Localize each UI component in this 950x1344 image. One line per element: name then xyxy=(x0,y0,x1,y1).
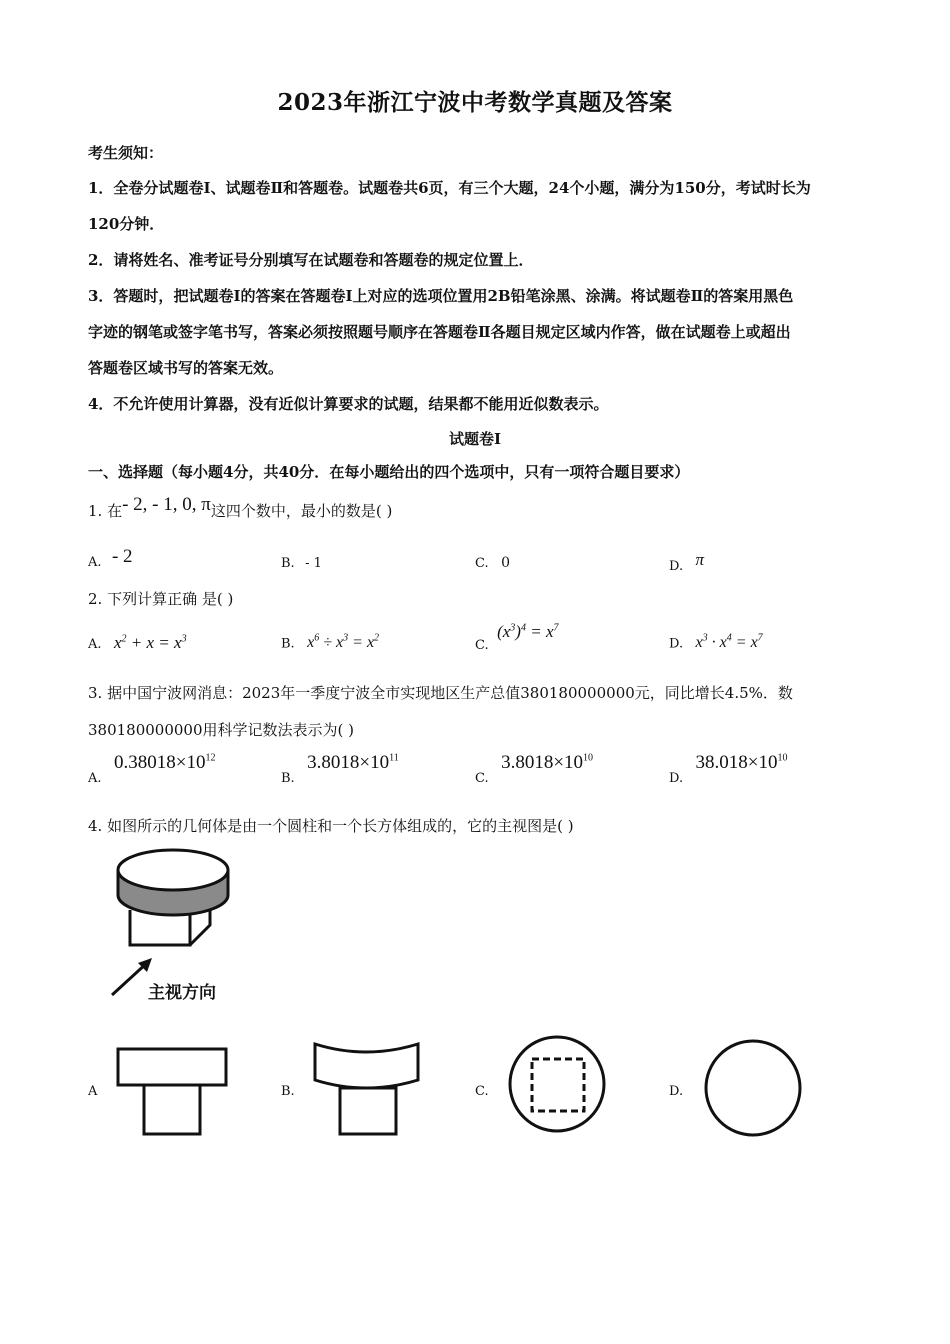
q3-option-a[interactable] xyxy=(88,752,216,786)
question-4: 4. 如图所示的几何体是由一个圆柱和一个长方体组成的，它的主视图是( ) xyxy=(88,817,574,835)
q4-option-a-letter[interactable]: A xyxy=(88,1084,98,1099)
q1-option-c-value: 0 xyxy=(501,555,510,571)
question-3-line-1: 3. 据中国宁波网消息：2023年一季度宁波全市实现地区生产总值380180000000元，同比增长4.5%．数 xyxy=(88,684,793,702)
q3-option-d-letter: D. xyxy=(669,771,684,786)
q2-option-c-expr: $(x^3)^4 = x^7$ xyxy=(497,622,559,641)
q1-prefix: 1. 在 xyxy=(88,502,123,520)
notice-item-3-line-3: 答题卷区域书写的答案无效。 xyxy=(88,359,284,377)
q4-option-b-letter[interactable]: B. xyxy=(281,1084,295,1099)
notice-item-1-line-1: 1．全卷分试题卷Ⅰ、试题卷Ⅱ和答题卷。试题卷共6页，有三个大题，24个小题，满分为150分，考试时长为 xyxy=(88,179,811,197)
q4-option-a-figure[interactable] xyxy=(114,1046,234,1138)
q1-option-c[interactable] xyxy=(475,555,510,571)
q1-numbers: - 2, - 1, 0, π xyxy=(122,494,211,515)
q4-option-b-figure[interactable] xyxy=(310,1038,430,1138)
notice-item-2: 2．请将姓名、准考证号分别填写在试题卷和答题卷的规定位置上． xyxy=(88,251,534,269)
q3-option-a-value: $0.38018\times 10^{12}$ xyxy=(113,752,216,773)
q2-option-d-letter: D. xyxy=(669,636,684,652)
q1-option-d-value: π xyxy=(695,550,705,569)
q2-option-b-expr: $x^6 \div x^3 = x^2$ xyxy=(307,633,380,652)
q1-option-a-letter: A. xyxy=(88,555,102,570)
q1-option-d[interactable] xyxy=(669,550,705,574)
q3-option-d[interactable] xyxy=(669,752,788,786)
q2-option-d-expr: $x^3 \cdot x^4 = x^7$ xyxy=(695,633,763,652)
q3-option-d-value: $38.018\times 10^{10}$ xyxy=(695,752,788,773)
q1-suffix: 这四个数中，最小的数是( ) xyxy=(210,502,393,520)
q1-option-d-letter: D. xyxy=(669,559,684,574)
q2-option-b-letter: B. xyxy=(281,636,295,652)
notice-item-4: 4．不允许使用计算器，没有近似计算要求的试题，结果都不能用近似数表示。 xyxy=(88,395,609,413)
q3-option-b[interactable] xyxy=(281,752,399,786)
q3-option-c-value: $3.8018\times 10^{10}$ xyxy=(501,752,594,773)
notice-item-3-line-1: 3．答题时，把试题卷Ⅰ的答案在答题卷Ⅰ上对应的选项位置用2B铅笔涂黑、涂满。将试题卷Ⅱ的答案用黑色 xyxy=(88,287,794,305)
q4-option-d-letter[interactable]: D. xyxy=(669,1084,684,1099)
q3-option-b-letter: B. xyxy=(281,771,295,786)
notice-item-3-line-2: 字迹的钢笔或签字笔书写，答案必须按照题号顺序在答题卷Ⅱ各题目规定区域内作答，做在试题卷上或超出 xyxy=(88,323,791,341)
q3-option-c-letter: C. xyxy=(475,771,489,786)
q1-option-a[interactable] xyxy=(88,546,133,572)
q1-option-b[interactable] xyxy=(281,555,322,571)
q3-option-a-letter: A. xyxy=(88,771,102,786)
q3-option-b-value: $3.8018\times 10^{11}$ xyxy=(307,752,399,773)
q4-option-c-letter[interactable]: C. xyxy=(475,1084,489,1099)
box-side xyxy=(190,910,210,945)
q4-option-c-figure[interactable] xyxy=(505,1032,615,1142)
q2-option-a-letter: A. xyxy=(88,637,102,652)
q2-option-c-letter: C. xyxy=(475,638,489,653)
question-1 xyxy=(88,494,393,522)
q2-option-a[interactable] xyxy=(88,633,187,653)
page-title: 2023年浙江宁波中考数学真题及答案 xyxy=(277,89,673,116)
cylinder-top xyxy=(118,850,228,890)
q1-option-b-value: - 1 xyxy=(305,556,322,571)
q2-option-c[interactable] xyxy=(475,622,559,653)
part1-heading: 一、选择题（每小题4分，共40分．在每小题给出的四个选项中，只有一项符合题目要求） xyxy=(88,463,690,481)
section-heading: 试题卷Ⅰ xyxy=(448,430,502,448)
q1-option-c-letter: C. xyxy=(475,556,489,571)
question-3-line-2: 380180000000用科学记数法表示为( ) xyxy=(88,721,354,739)
q4-option-d-figure[interactable] xyxy=(700,1035,810,1145)
q2-option-a-expr: $x^2 + x = x^3$ xyxy=(113,633,187,652)
notice-item-1-line-2: 120分钟． xyxy=(88,215,165,233)
q1-option-a-value: - 2 xyxy=(111,546,133,567)
q2-option-d[interactable] xyxy=(669,633,763,652)
direction-label: 主视方向 xyxy=(148,983,216,1003)
q3-option-c[interactable] xyxy=(475,752,594,786)
q1-option-b-letter: B. xyxy=(281,556,295,571)
notice-heading: 考生须知： xyxy=(88,144,164,162)
question-2: 2. 下列计算正确 是( ) xyxy=(88,590,234,608)
q2-option-b[interactable] xyxy=(281,633,379,652)
